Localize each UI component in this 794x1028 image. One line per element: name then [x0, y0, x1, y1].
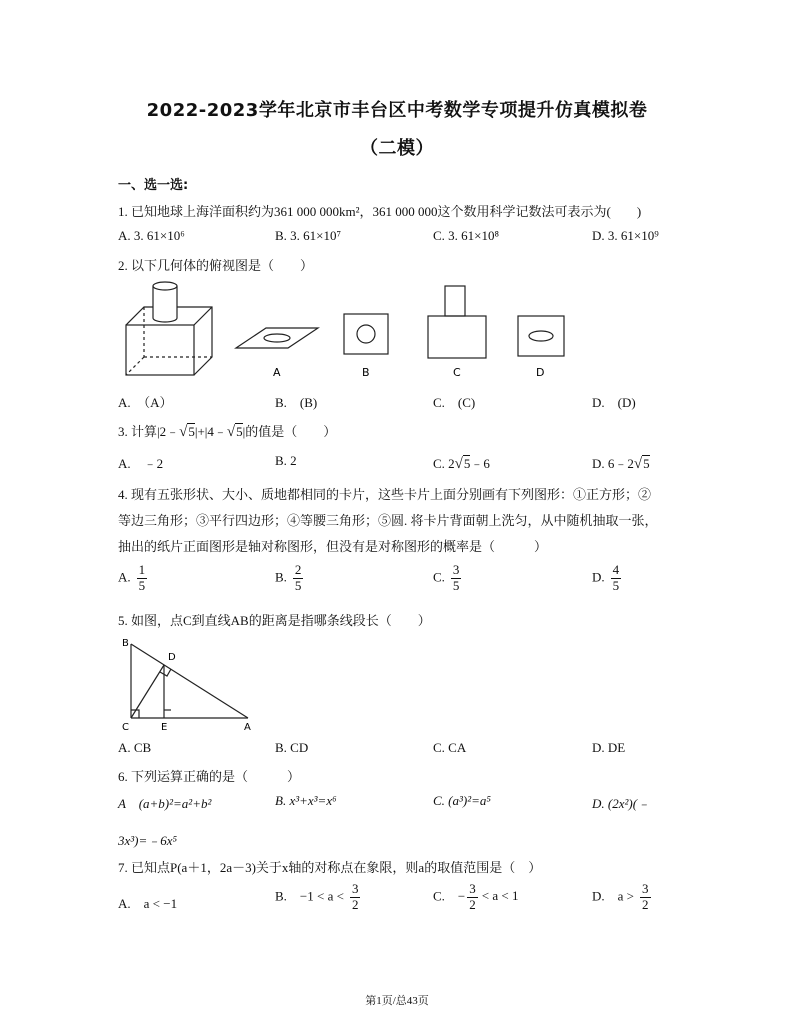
figure-d — [518, 316, 564, 356]
denominator: 5 — [294, 577, 302, 593]
q7-option-a: A. a < −1 — [118, 896, 178, 911]
denominator: 5 — [612, 577, 620, 593]
q5-option-d: D. DE — [592, 740, 626, 755]
label-e: E — [161, 722, 168, 732]
solid-box-front — [126, 325, 194, 375]
q6-option-d: D. (2x²)(﹣ — [592, 796, 651, 811]
q5-option-a: A. CB — [118, 740, 152, 755]
q3-option-d — [592, 453, 650, 473]
q4-option-d — [592, 563, 621, 594]
fraction — [350, 882, 361, 913]
q7-b-prefix: B. −1 < a < — [275, 888, 344, 904]
figure-a — [236, 328, 318, 348]
q5-option-b: B. CD — [275, 740, 309, 755]
question-1-stem: 1. 已知地球上海洋面积约为361 000 000km²，361 000 000这个数用科学记数法可表示为( ) — [118, 204, 642, 219]
q7-c-prefix: C. − — [433, 888, 466, 904]
sqrt-sign: √ — [633, 456, 643, 472]
numerator: 2 — [294, 562, 302, 577]
numerator: 1 — [138, 562, 146, 577]
figure-label-d: D — [536, 366, 545, 379]
question-4-line-2: 等边三角形；③平行四边形；④等腰三角形；⑤圆. 将卡片背面朝上洗匀，从中随机抽取一张， — [118, 513, 658, 528]
label-c: C — [122, 722, 129, 732]
sqrt-sign: √ — [454, 456, 463, 472]
q6-option-c: C. (a³)²=a⁵ — [433, 793, 491, 808]
q3-text-suffix: |的值是（ ） — [242, 424, 337, 439]
denominator: 2 — [351, 896, 359, 912]
q7-option-c — [433, 882, 518, 913]
segment-ba — [131, 644, 248, 718]
q6-option-b: B. x³+x³=x⁶ — [275, 793, 337, 808]
q2-option-b: B. (B) — [275, 395, 318, 410]
option-label: A. — [118, 569, 131, 585]
q2-option-a: A. （A） — [118, 395, 173, 410]
denominator: 2 — [642, 896, 649, 912]
label-a: A — [244, 722, 251, 732]
q1-option-d: D. 3. 61×10⁹ — [592, 228, 659, 243]
right-angle-d — [160, 669, 171, 676]
figure-label-c: C — [453, 366, 461, 379]
sqrt-sign: √ — [179, 424, 188, 440]
q2-option-c: C. (C) — [433, 395, 476, 410]
sqrt-radicand: 5 — [643, 456, 650, 471]
q3-c-prefix: C. 2 — [433, 456, 455, 471]
q5-triangle-figure — [118, 634, 258, 732]
numerator: 3 — [351, 881, 359, 896]
q3-option-a: A. ﹣2 — [118, 456, 164, 471]
question-6-stem: 6. 下列运算正确的是（ ） — [118, 769, 301, 784]
q4-option-a — [118, 563, 147, 594]
q4-option-c — [433, 563, 461, 594]
fraction — [611, 563, 622, 594]
q1-option-c: C. 3. 61×10⁸ — [433, 228, 500, 243]
q7-d-prefix: D. a > — [592, 888, 634, 904]
denominator: 2 — [469, 896, 476, 912]
fraction — [293, 563, 304, 594]
figure-c — [428, 316, 486, 358]
q6-option-a: A (a+b)²=a²+b² — [118, 796, 212, 811]
option-label: C. — [433, 569, 445, 585]
sqrt-radicand: 5 — [236, 424, 243, 439]
fraction — [467, 882, 478, 913]
q4-option-b — [275, 563, 303, 594]
figure-label-b: B — [362, 366, 370, 379]
fraction — [137, 563, 148, 594]
page-subtitle: （二模） — [360, 138, 434, 159]
sqrt-radicand: 5 — [463, 456, 471, 471]
sqrt-sign: √ — [226, 424, 236, 440]
option-label: D. — [592, 569, 605, 585]
q6-option-d-continuation: 3x³)=﹣6x⁵ — [118, 833, 178, 848]
numerator: 3 — [469, 881, 476, 896]
q3-text-prefix: 3. 计算|2﹣ — [118, 424, 180, 439]
question-7-stem: 7. 已知点P(a＋1，2a－3)关于x轴的对称点在象限，则a的取值范围是（ ） — [118, 860, 542, 875]
question-4-line-3: 抽出的纸片正面图形是轴对称图形，但没有是对称图形的概率是（ ） — [118, 539, 548, 554]
figure-b — [344, 314, 388, 354]
numerator: 3 — [642, 881, 649, 896]
page-footer: 第1页/总43页 — [365, 995, 429, 1007]
numerator: 4 — [612, 562, 620, 577]
label-d: D — [168, 652, 176, 663]
q5-option-c: C. CA — [433, 740, 467, 755]
question-3-stem — [118, 421, 336, 441]
q2-figure — [118, 278, 588, 386]
q7-option-d — [592, 882, 651, 913]
q3-option-c — [433, 453, 490, 473]
page-title: 2022-2023学年北京市丰台区中考数学专项提升仿真模拟卷 — [146, 100, 648, 121]
q3-c-suffix: ﹣6 — [470, 456, 490, 471]
q3-d-prefix: D. 6﹣2 — [592, 456, 634, 471]
question-5-stem: 5. 如图，点C到直线AB的距离是指哪条线段长（ ） — [118, 613, 431, 628]
label-b: B — [122, 638, 129, 649]
q7-c-suffix: < a < 1 — [481, 888, 519, 904]
fraction — [640, 882, 651, 913]
fraction — [451, 563, 462, 594]
question-2-stem: 2. 以下几何体的俯视图是（ ） — [118, 258, 314, 273]
sqrt-radicand: 5 — [188, 424, 195, 439]
section-heading: 一、选一选: — [118, 178, 189, 193]
q2-option-d: D. (D) — [592, 395, 636, 410]
figure-label-a: A — [273, 366, 281, 379]
q1-option-b: B. 3. 61×10⁷ — [275, 228, 342, 243]
q1-option-a: A. 3. 61×10⁶ — [118, 228, 185, 243]
denominator: 5 — [452, 577, 460, 593]
q3-text-mid: |+|4﹣ — [194, 424, 227, 439]
question-4-line-1: 4. 现有五张形状、大小、质地都相同的卡片，这些卡片上面分别画有下列图形：①正方形；② — [118, 487, 652, 502]
q7-option-b — [275, 882, 360, 913]
option-label: B. — [275, 569, 287, 585]
numerator: 3 — [452, 562, 460, 577]
denominator: 5 — [138, 577, 146, 593]
q3-option-b: B. 2 — [275, 453, 297, 468]
